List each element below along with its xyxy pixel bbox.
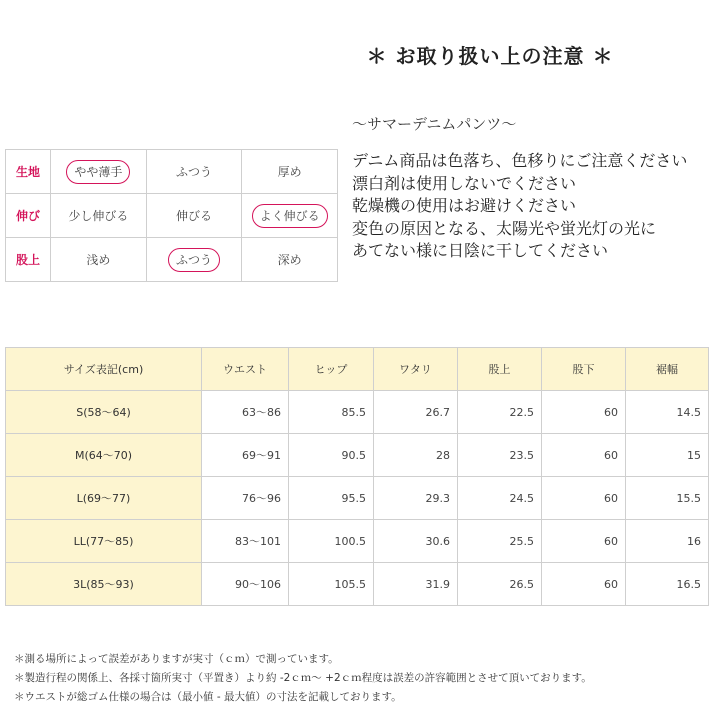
fabric-row-label: 伸び <box>6 194 51 238</box>
table-cell: 25.5 <box>458 520 542 563</box>
fabric-row-label: 股上 <box>6 238 51 282</box>
table-cell: 69～91 <box>202 434 289 477</box>
table-cell: 90～106 <box>202 563 289 606</box>
page-title: ＊ お取り扱い上の注意 ＊ <box>366 44 614 68</box>
table-cell: 90.5 <box>289 434 374 477</box>
table-cell: 26.7 <box>374 391 458 434</box>
fabric-option: ふつう <box>146 150 242 194</box>
table-cell: 105.5 <box>289 563 374 606</box>
table-row <box>6 477 709 520</box>
fabric-row-stretch <box>6 194 338 238</box>
table-cell: 24.5 <box>458 477 542 520</box>
selected-option: ふつう <box>168 248 220 272</box>
size-label: 3L(85～93) <box>6 563 202 606</box>
fabric-option <box>146 238 242 282</box>
table-cell: 15 <box>626 434 709 477</box>
table-cell: 60 <box>542 520 626 563</box>
table-cell: 95.5 <box>289 477 374 520</box>
column-header: サイズ表記(cm) <box>6 348 202 391</box>
care-notes <box>352 150 687 263</box>
care-note: 乾燥機の使用はお避けください <box>352 196 577 215</box>
table-cell: 16 <box>626 520 709 563</box>
column-header: ヒップ <box>289 348 374 391</box>
size-label: M(64～70) <box>6 434 202 477</box>
selected-option: よく伸びる <box>252 204 328 228</box>
care-note: あてない様に日陰に干してください <box>352 241 609 260</box>
fabric-option: 浅め <box>51 238 147 282</box>
column-header: ウエスト <box>202 348 289 391</box>
column-header: 裾幅 <box>626 348 709 391</box>
table-cell: 60 <box>542 434 626 477</box>
table-cell: 26.5 <box>458 563 542 606</box>
table-cell: 22.5 <box>458 391 542 434</box>
table-cell: 60 <box>542 477 626 520</box>
table-cell: 29.3 <box>374 477 458 520</box>
column-header: 股下 <box>542 348 626 391</box>
table-cell: 28 <box>374 434 458 477</box>
column-header: ワタリ <box>374 348 458 391</box>
care-note: 漂白剤は使用しないでください <box>352 173 577 193</box>
table-cell: 76～96 <box>202 477 289 520</box>
fabric-row-rise <box>6 238 338 282</box>
table-row <box>6 563 709 606</box>
fabric-row-label: 生地 <box>6 150 51 194</box>
table-cell: 100.5 <box>289 520 374 563</box>
footnote: ＊測る場所によって誤差がありますが実寸（ｃｍ）で測っています。 <box>14 653 339 665</box>
table-cell: 16.5 <box>626 563 709 606</box>
fabric-option: 少し伸びる <box>51 194 147 238</box>
table-cell: 15.5 <box>626 477 709 520</box>
footnotes <box>14 650 592 707</box>
table-cell: 60 <box>542 391 626 434</box>
footnote: ＊製造行程の関係上、各採寸箇所実寸（平置き）より約 -2ｃｍ～ +2ｃｍ程度は誤差の許容範囲とさせて頂いております。 <box>14 672 592 684</box>
column-header: 股上 <box>458 348 542 391</box>
table-row <box>6 434 709 477</box>
table-cell: 23.5 <box>458 434 542 477</box>
size-chart-table <box>5 347 709 606</box>
fabric-option: 厚め <box>242 150 338 194</box>
table-cell: 14.5 <box>626 391 709 434</box>
fabric-row-thickness <box>6 150 338 194</box>
fabric-option <box>242 194 338 238</box>
table-cell: 85.5 <box>289 391 374 434</box>
size-label: S(58～64) <box>6 391 202 434</box>
fabric-option: 深め <box>242 238 338 282</box>
table-cell: 83～101 <box>202 520 289 563</box>
size-label: LL(77～85) <box>6 520 202 563</box>
table-cell: 30.6 <box>374 520 458 563</box>
fabric-option <box>51 150 147 194</box>
table-row <box>6 391 709 434</box>
table-row <box>6 520 709 563</box>
size-label: L(69～77) <box>6 477 202 520</box>
fabric-option: 伸びる <box>146 194 242 238</box>
fabric-attributes-table <box>5 149 338 282</box>
product-subtitle: ～サマーデニムパンツ～ <box>352 115 517 133</box>
selected-option: やや薄手 <box>66 160 130 184</box>
care-note: 変色の原因となる、太陽光や蛍光灯の光に <box>352 218 657 238</box>
footnote: ＊ウエストが総ゴム仕様の場合は（最小値 - 最大値）の寸法を記載しております。 <box>14 691 402 703</box>
size-table-header-row <box>6 348 709 391</box>
table-cell: 60 <box>542 563 626 606</box>
care-note: デニム商品は色落ち、色移りにご注意ください <box>352 151 688 170</box>
table-cell: 31.9 <box>374 563 458 606</box>
table-cell: 63～86 <box>202 391 289 434</box>
